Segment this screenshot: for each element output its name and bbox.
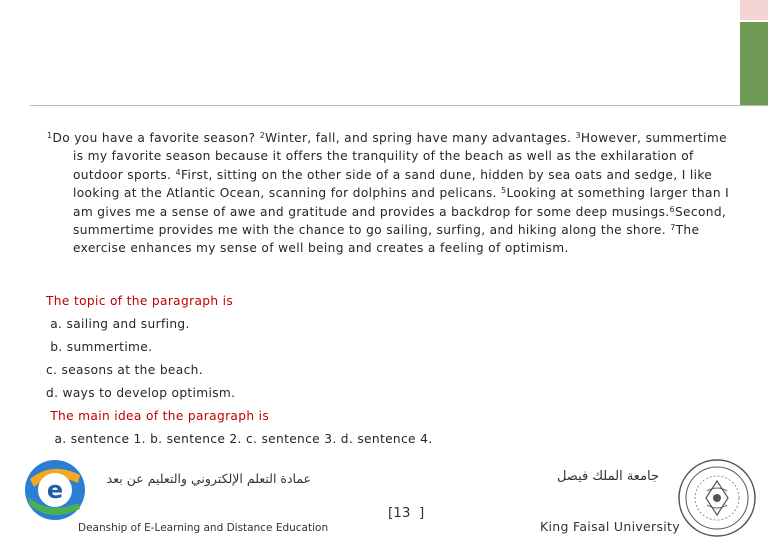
paragraph-text: Second,	[674, 204, 727, 219]
sentence-number: 1	[47, 131, 53, 140]
university-seal-icon	[676, 457, 758, 539]
paragraph-text: looking at the Atlantic Ocean, scanning for dolphins and pelicans.	[73, 186, 501, 201]
paragraph-text: First, sitting on the other side of a sand dune, hidden by sea oats and sedge, I like	[180, 167, 713, 182]
questions-block	[46, 290, 646, 451]
sentence-number: 4	[175, 167, 181, 177]
paragraph-line	[47, 129, 747, 147]
sentence-number: 3	[575, 131, 581, 140]
accent-bar-green	[740, 22, 768, 106]
paragraph-text: is my favorite season because it offers the tranquility of the beach as well as the exhilaration of	[73, 149, 694, 164]
deanship-arabic: عمادة التعلم الإلكتروني والتعليم عن بعد	[106, 471, 311, 486]
paragraph-line	[47, 221, 747, 239]
sentence-number: 6	[669, 204, 675, 214]
paragraph-text: am gives me a sense of awe and gratitude and provides a backdrop for some deep musings.	[73, 204, 670, 219]
deanship-english: Deanship of E-Learning and Distance Education	[78, 522, 329, 534]
reading-paragraph	[47, 129, 747, 258]
paragraph-text: Looking at something larger than I	[506, 186, 730, 201]
question-1-prompt: The topic of the paragraph is	[46, 294, 234, 308]
paragraph-line	[47, 147, 747, 165]
paragraph-text: The	[675, 223, 700, 238]
question-1-option-a[interactable]: a. sailing and surfing.	[46, 317, 190, 331]
question-1-option-b[interactable]: b. summertime.	[46, 340, 153, 354]
paragraph-line	[47, 239, 747, 257]
elearning-logo-icon	[22, 457, 88, 523]
university-english: King Faisal University	[540, 519, 680, 534]
university-arabic: جامعة الملك فيصل	[556, 469, 660, 484]
header-divider	[30, 105, 768, 106]
paragraph-text: outdoor sports.	[73, 167, 176, 182]
question-2-options[interactable]: a. sentence 1. b. sentence 2. c. sentence 3. d. sentence 4.	[46, 432, 433, 446]
paragraph-text: Do you have a favorite season?	[52, 131, 260, 145]
question-1-option-c[interactable]: c. seasons at the beach.	[46, 363, 203, 377]
paragraph-line	[47, 203, 747, 221]
question-2-prompt: The main idea of the paragraph is	[46, 409, 270, 423]
paragraph-text: However, summertime	[580, 131, 727, 145]
paragraph-line	[47, 184, 747, 202]
sentence-number: 7	[670, 223, 676, 233]
question-1-option-d[interactable]: d. ways to develop optimism.	[46, 386, 236, 400]
paragraph-text: exercise enhances my sense of well being and creates a feeling of optimism.	[73, 241, 569, 256]
sentence-number: 2	[259, 131, 266, 140]
paragraph-text: Winter, fall, and spring have many advantages.	[265, 131, 576, 145]
svg-text:e: e	[46, 476, 64, 504]
sentence-number: 5	[500, 186, 507, 196]
paragraph-text: summertime provides me with the chance to go sailing, surfing, and hiking along the shore.	[73, 223, 671, 238]
page-number: [13 ]	[388, 505, 425, 521]
accent-bar-pink	[740, 0, 768, 20]
paragraph-line	[47, 166, 747, 184]
